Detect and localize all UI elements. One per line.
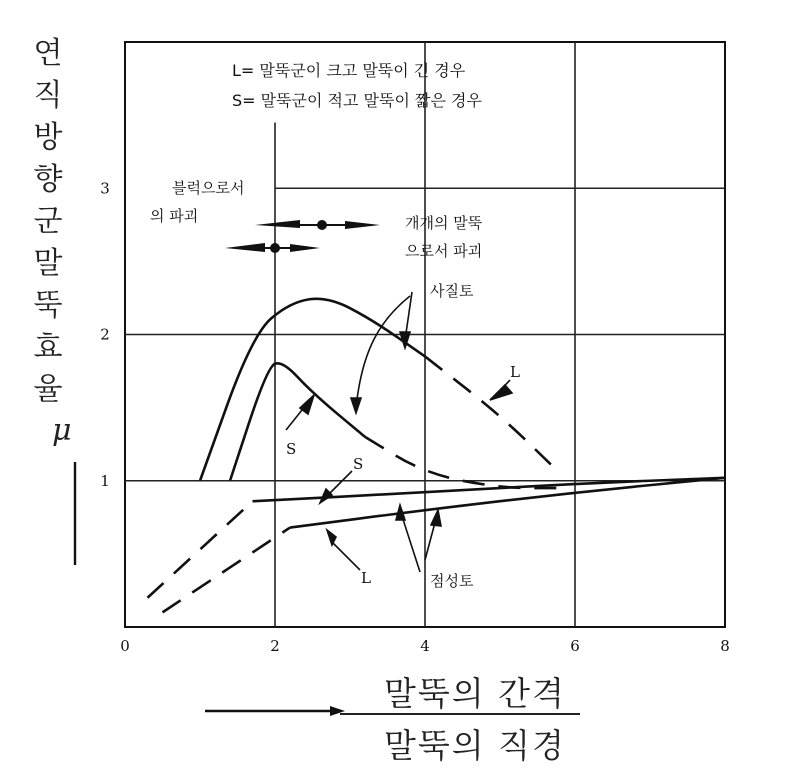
series-L-sand-solid — [200, 299, 425, 481]
label-S-clay: S — [353, 455, 364, 473]
series-L-clay-dashed — [163, 528, 291, 613]
series-S-sand-solid — [230, 363, 365, 480]
label-S-sand: S — [286, 440, 297, 458]
legend-L: L= 말뚝군이 크고 말뚝이 긴 경우 — [232, 61, 466, 80]
y-axis-label-char: 뚝 — [33, 288, 63, 323]
y-tick-label: 2 — [100, 325, 110, 344]
y-axis-label-char: 군 — [33, 204, 63, 239]
x-tick-label: 8 — [720, 637, 730, 655]
x-arrow-head — [330, 706, 345, 716]
failure-markers — [225, 220, 380, 253]
x-tick-label: 4 — [420, 637, 430, 655]
x-tick-label: 2 — [270, 637, 280, 655]
label-L-sand: L — [510, 363, 520, 381]
y-axis-label-char: 향 — [33, 162, 63, 197]
label-L-clay: L — [361, 569, 371, 587]
y-axis-label-char: 직 — [33, 78, 63, 113]
y-axis-label-char: 방 — [33, 120, 63, 155]
x-tick-label: 0 — [120, 637, 130, 655]
annotation-block-failure-2: 의 파괴 — [150, 207, 199, 225]
series-L-sand-dashed — [425, 356, 560, 473]
annotation-block-failure-1: 블럭으로서 — [172, 179, 245, 197]
y-axis-label-char: 효 — [33, 330, 63, 365]
annotation-sandy-soil: 사질토 — [430, 282, 474, 300]
legend-S: S= 말뚝군이 적고 말뚝이 짧은 경우 — [232, 91, 482, 110]
y-axis-label-char: 율 — [33, 372, 63, 407]
series-curves — [148, 299, 726, 613]
x-label-denominator: 말뚝의 직경 — [384, 726, 566, 765]
y-axis-label-char: 말 — [33, 246, 63, 281]
annotation-clay-soil: 점성토 — [430, 572, 474, 590]
x-tick-label: 6 — [570, 637, 580, 655]
x-label-numerator: 말뚝의 간격 — [384, 674, 566, 713]
series-S-clay-dashed — [148, 501, 253, 598]
y-axis-label-char: 연 — [33, 36, 63, 71]
y-tick-label: 3 — [100, 179, 110, 198]
annotation-individual-failure-1: 개개의 말뚝 — [405, 214, 483, 232]
y-axis-mu: μ — [52, 413, 72, 448]
grid — [125, 42, 725, 627]
annotation-individual-failure-2: 으로서 파괴 — [405, 242, 483, 260]
y-tick-label: 1 — [100, 471, 110, 490]
series-L-clay-solid — [290, 478, 725, 528]
